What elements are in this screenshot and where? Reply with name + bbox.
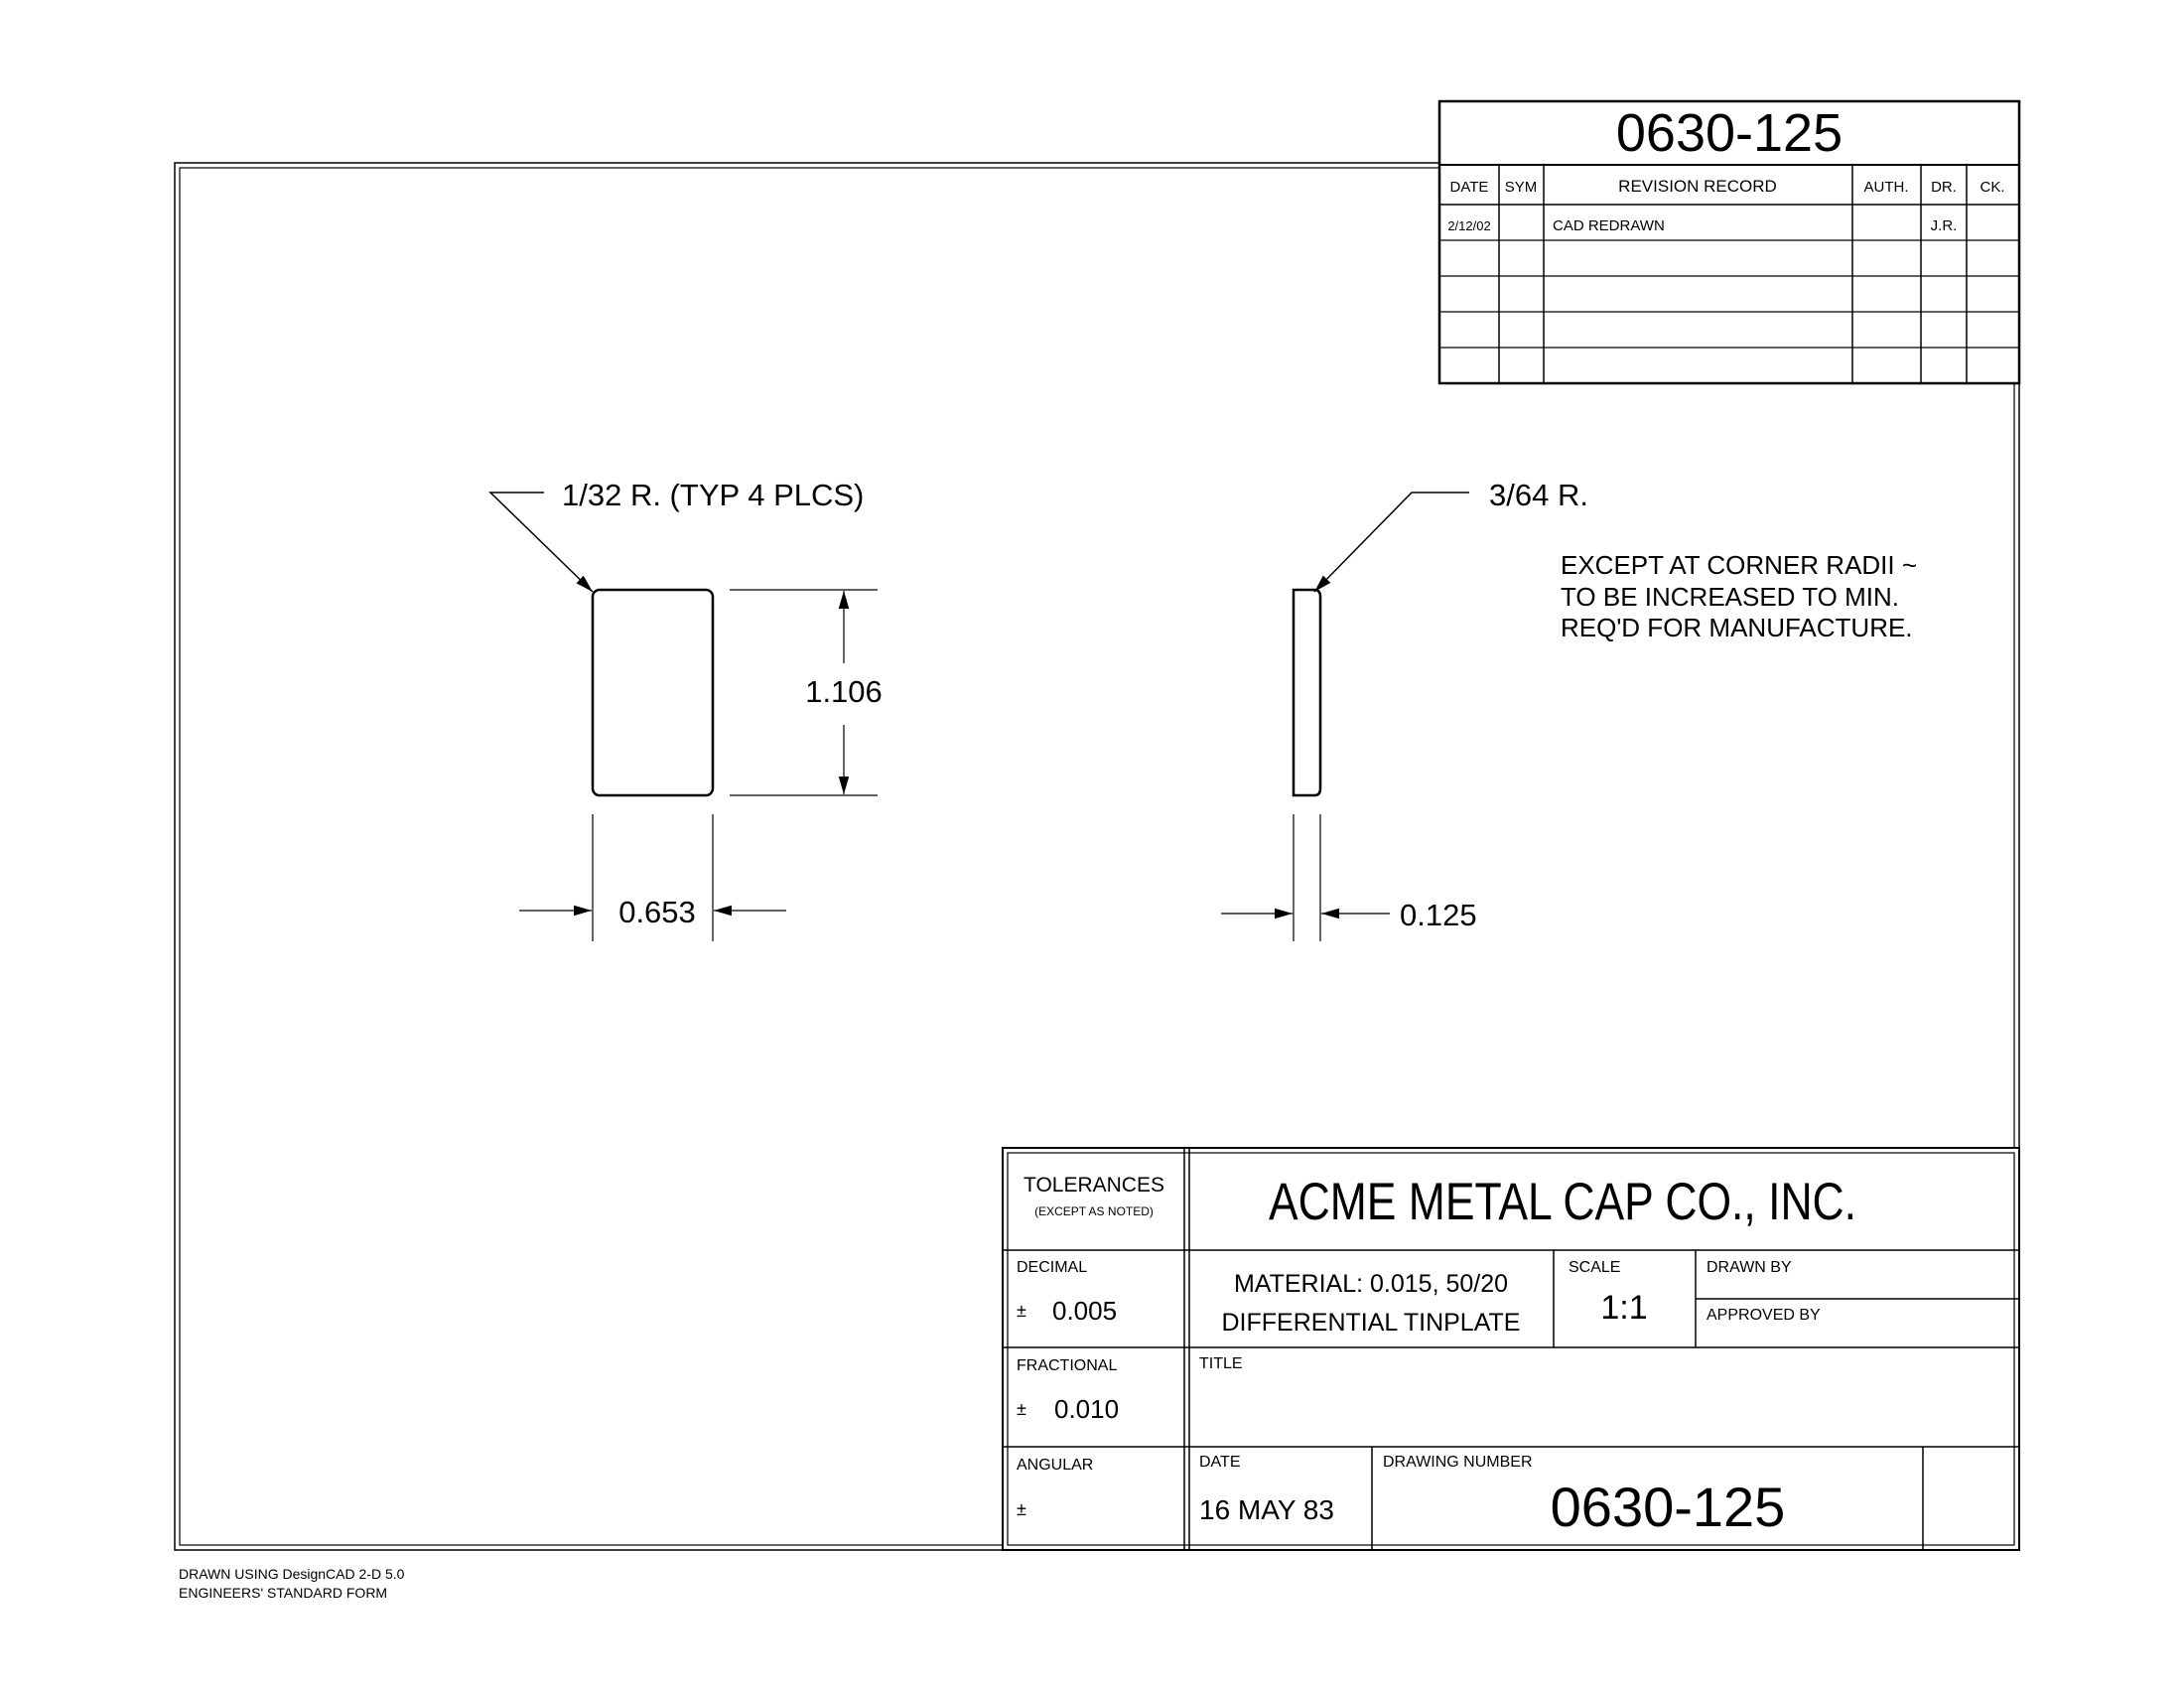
material-line-1: MATERIAL: 0.015, 50/20	[1233, 1270, 1509, 1298]
rev-header-record: REVISION RECORD	[1618, 177, 1777, 196]
footer-line-1: DRAWN USING DesignCAD 2-D 5.0	[179, 1566, 405, 1582]
revision-block	[1439, 101, 2019, 383]
front-view	[490, 478, 883, 941]
width-label: 0.653	[618, 895, 696, 929]
height-label: 1.106	[805, 674, 883, 709]
side-view-part-outline	[1294, 590, 1320, 795]
thickness-label: 0.125	[1400, 898, 1477, 932]
drawing-number: 0630-125	[1550, 1476, 1786, 1538]
tolerances-sublabel: (EXCEPT AS NOTED)	[1034, 1204, 1154, 1218]
tolerances-label: TOLERANCES	[1024, 1174, 1164, 1197]
front-radius-label: 1/32 R. (TYP 4 PLCS)	[562, 478, 865, 512]
rev-header-date: DATE	[1449, 179, 1489, 196]
decimal-value: 0.005	[1052, 1296, 1118, 1326]
note-line-1: EXCEPT AT CORNER RADII ~	[1561, 550, 1918, 580]
rev-row-date: 2/12/02	[1447, 218, 1491, 233]
date-value: 16 MAY 83	[1199, 1494, 1334, 1525]
footer	[179, 1566, 405, 1601]
angular-label: ANGULAR	[1017, 1457, 1094, 1474]
side-radius-leader	[1314, 493, 1469, 592]
company-name: ACME METAL CAP CO., INC.	[1269, 1173, 1856, 1231]
note-line-3: REQ'D FOR MANUFACTURE.	[1561, 613, 1913, 642]
decimal-plus-minus: ±	[1017, 1301, 1026, 1321]
title-label: TITLE	[1199, 1355, 1243, 1372]
drawing-number-label: DRAWING NUMBER	[1383, 1454, 1533, 1471]
drawn-by-label: DRAWN BY	[1706, 1259, 1792, 1276]
scale-value: 1:1	[1600, 1289, 1648, 1327]
side-radius-label: 3/64 R.	[1489, 478, 1588, 512]
rev-header-sym: SYM	[1504, 179, 1538, 196]
material-line-2: DIFFERENTIAL TINPLATE	[1221, 1309, 1521, 1337]
fractional-value: 0.010	[1054, 1394, 1120, 1424]
rev-row-record: CAD REDRAWN	[1553, 217, 1665, 234]
revision-drawing-number: 0630-125	[1615, 103, 1843, 163]
manufacturing-note	[1561, 550, 1917, 642]
footer-line-2: ENGINEERS' STANDARD FORM	[179, 1585, 388, 1601]
note-line-2: TO BE INCREASED TO MIN.	[1561, 582, 1899, 612]
rev-header-ck: CK.	[1979, 179, 2005, 196]
rev-row-dr: J.R.	[1930, 217, 1958, 234]
title-block	[1003, 1148, 2019, 1550]
front-view-part-outline	[593, 590, 713, 795]
approved-by-label: APPROVED BY	[1706, 1307, 1821, 1324]
scale-label: SCALE	[1569, 1259, 1621, 1276]
angular-plus-minus: ±	[1017, 1499, 1026, 1519]
rev-header-auth: AUTH.	[1863, 179, 1909, 196]
rev-header-dr: DR.	[1931, 179, 1957, 196]
decimal-label: DECIMAL	[1017, 1259, 1088, 1276]
fractional-label: FRACTIONAL	[1017, 1357, 1118, 1374]
fractional-plus-minus: ±	[1017, 1399, 1026, 1419]
side-view	[1221, 478, 1588, 941]
date-label: DATE	[1199, 1454, 1241, 1471]
